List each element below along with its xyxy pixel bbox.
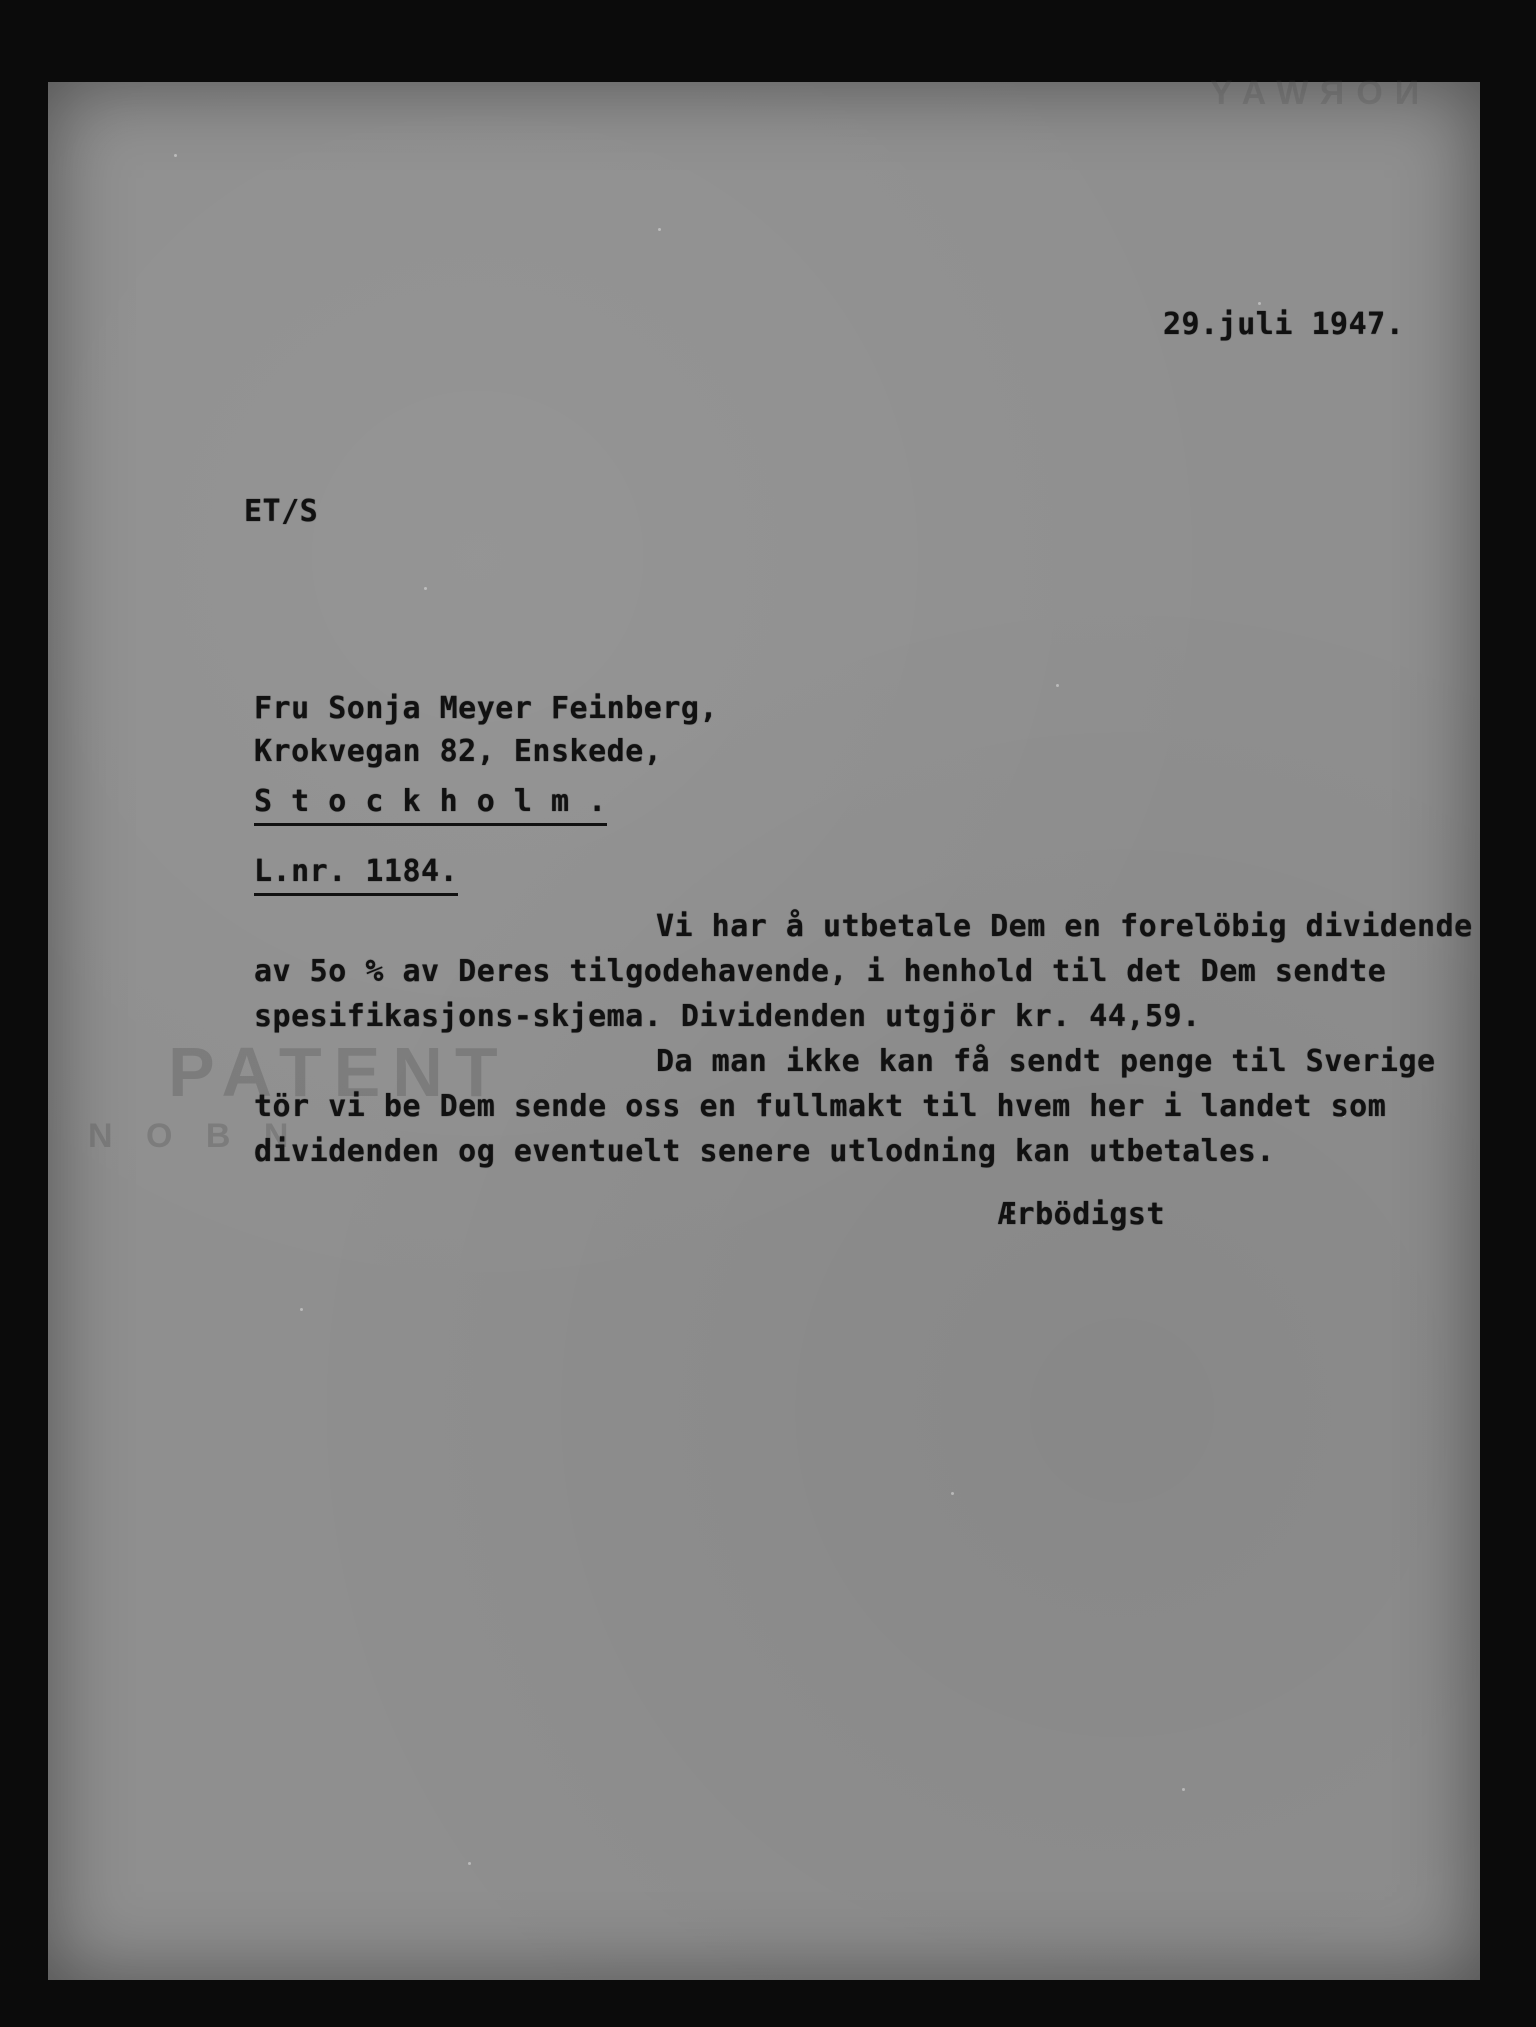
paper-speck [300,1308,303,1311]
body-line-6: dividenden og eventuelt senere utlodning kan utbetales. [254,1134,1275,1169]
closing-salutation: Ærbödigst [998,1197,1166,1232]
paper-speck [1258,302,1261,305]
paper-speck [468,1862,471,1865]
reference-code: ET/S [244,494,319,529]
body-line-4: Da man ikke kan få sendt penge til Sverige [656,1044,1436,1079]
body-line-3: spesifikasjons-skjema. Dividenden utgjör kr. 44,59. [254,999,1201,1034]
recipient-city: S t o c k h o l m . [254,787,607,826]
faint-stamp-text: PATENT [168,1033,510,1111]
body-line-5: tör vi be Dem sende oss en fullmakt til hvem her i landet som [254,1089,1387,1124]
paper-speck [1056,684,1059,687]
letter-date: 29.juli 1947. [1163,307,1405,342]
paper-speck [424,587,427,590]
paper-speck [1182,1788,1185,1791]
body-line-2: av 5o % av Deres tilgodehavende, i henhold til det Dem sendte [254,954,1387,989]
paper-speck [951,1492,954,1495]
faint-stamp-text: N O B N [88,1117,301,1155]
body-line-1: Vi har å utbetale Dem en forelöbig dividende [656,909,1473,944]
paper-speck [174,154,177,157]
recipient-name: Fru Sonja Meyer Feinberg, [254,691,719,726]
mirrored-stamp-text: NORWAY [1198,74,1420,112]
paper-speck [658,228,661,231]
case-number: L.nr. 1184. [254,857,458,896]
recipient-street: Krokvegan 82, Enskede, [254,734,663,769]
letter-page [48,74,1480,1980]
